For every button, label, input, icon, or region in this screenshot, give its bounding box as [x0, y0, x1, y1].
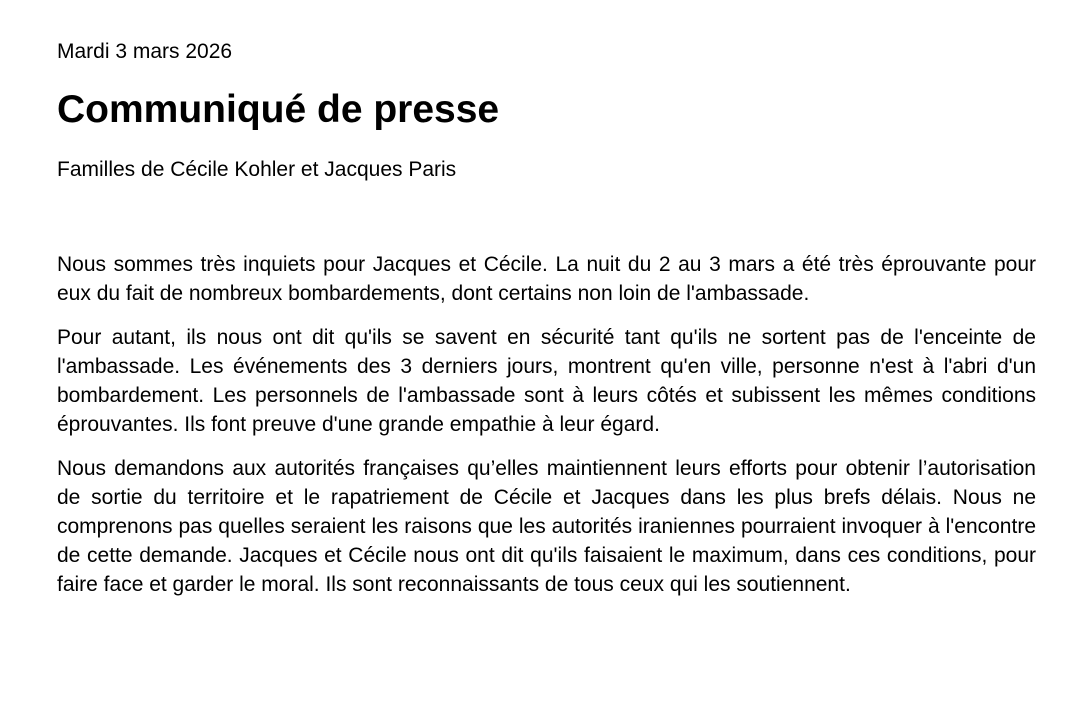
document-title: Communiqué de presse [57, 88, 500, 131]
document-subtitle: Familles de Cécile Kohler et Jacques Paris [57, 158, 457, 181]
press-release-page [57, 0, 1036, 710]
document-date: Mardi 3 mars 2026 [57, 40, 233, 63]
body-paragraph: Nous demandons aux autorités françaises qu’elles maintiennent leurs efforts pour obtenir l’autorisation de sortie du territoire et le rapatriement de Cécile et Jacques dans les plus brefs délais. Nous ne comprenons pas quelles seraient les raisons que les autorités iraniennes pourraient invoquer à l'encontre de cette demande. Jacques et Cécile nous ont dit qu'ils faisaient le maximum, dans ces conditions, pour faire face et garder le moral. Ils sont reconnaissants de tous ceux qui les soutiennent. [57, 457, 1036, 596]
body-paragraph: Pour autant, ils nous ont dit qu'ils se savent en sécurité tant qu'ils ne sortent pas de l'enceinte de l'ambassade. Les événements des 3 derniers jours, montrent qu'en ville, personne n'est à l'abri d'un bombardement. Les personnels de l'ambassade sont à leurs côtés et subissent les mêmes conditions éprouvantes. Ils font preuve d'une grande empathie à leur égard. [57, 326, 1036, 436]
body-paragraph: Nous sommes très inquiets pour Jacques et Cécile. La nuit du 2 au 3 mars a été très éprouvante pour eux du fait de nombreux bombardements, dont certains non loin de l'ambassade. [57, 253, 1036, 305]
document-body [57, 250, 1036, 614]
